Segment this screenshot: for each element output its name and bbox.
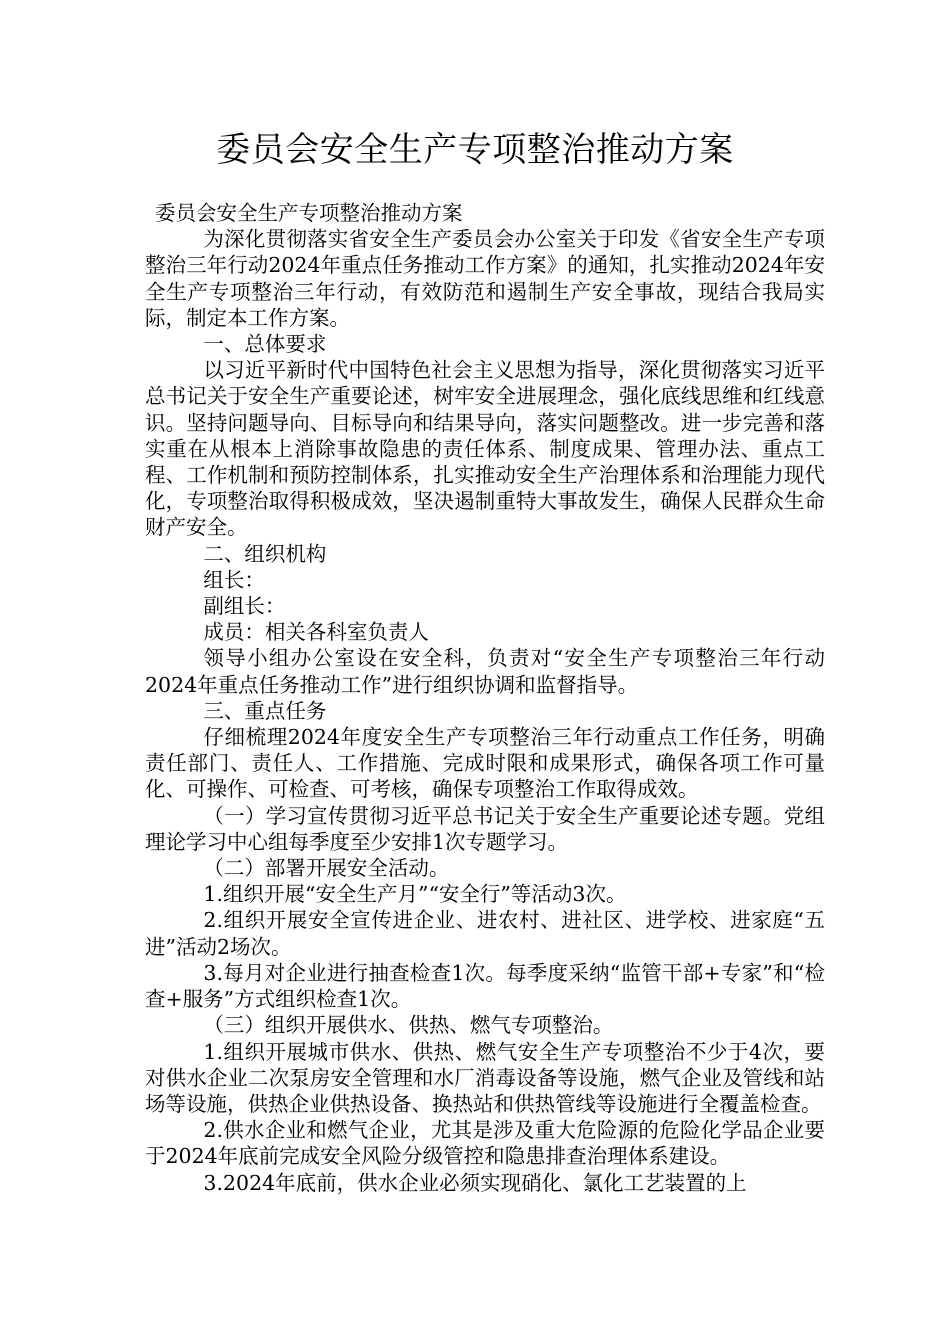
task-item-2: （二）部署开展安全活动。 bbox=[203, 856, 450, 881]
task-item-3-1: 1.组织开展城市供水、供热、燃气安全生产专项整治不少于4次，要对供水企业二次泵房安全管理和水厂消毒设备等设施，燃气企业及管线和站场等设施，供热企业供热设备、换热站和供热管线等设施进行全覆盖检查。 bbox=[145, 1039, 825, 1116]
section-heading-organization: 二、组织机构 bbox=[203, 541, 327, 566]
team-leader-line: 组长： bbox=[203, 567, 265, 592]
paragraph-intro: 为深化贯彻落实省安全生产委员会办公室关于印发《省安全生产专项整治三年行动2024年重点任务推动工作方案》的通知，扎实推动2024年安全生产专项整治三年行动，有效防范和遏制生产安全事故，现结合我局实际，制定本工作方案。 bbox=[145, 227, 825, 330]
document-body bbox=[145, 200, 825, 1196]
paragraph-key-tasks: 仔细梳理2024年度安全生产专项整治三年行动重点工作任务，明确责任部门、责任人、工作措施、完成时限和成果形式，确保各项工作可量化、可操作、可检查、可考核，确保专项整治工作取得成效。 bbox=[145, 725, 825, 802]
members-line: 成员：相关各科室负责人 bbox=[203, 620, 429, 645]
task-item-3-3: 3.2024年底前，供水企业必须实现硝化、氯化工艺装置的上 bbox=[203, 1170, 747, 1195]
document-title: 委员会安全生产专项整治推动方案 bbox=[216, 130, 734, 170]
task-item-1: （一）学习宣传贯彻习近平总书记关于安全生产重要论述专题。党组理论学习中心组每季度至少安排1次专题学习。 bbox=[145, 803, 825, 854]
paragraph-office: 领导小组办公室设在安全科，负责对“安全生产专项整治三年行动2024年重点任务推动工作”进行组织协调和监督指导。 bbox=[145, 646, 825, 697]
task-item-2-3: 3.每月对企业进行抽查检查1次。每季度采纳“监管干部+专家”和“检查+服务”方式组织检查1次。 bbox=[145, 960, 825, 1012]
deputy-leader-line: 副组长： bbox=[203, 594, 286, 619]
task-item-2-2: 2.组织开展安全宣传进企业、进农村、进社区、进学校、进家庭“五进”活动2场次。 bbox=[145, 908, 825, 959]
document-subtitle: 委员会安全生产专项整治推动方案 bbox=[155, 201, 463, 225]
section-heading-key-tasks: 三、重点任务 bbox=[203, 698, 327, 723]
task-item-3-2: 2.供水企业和燃气企业，尤其是涉及重大危险源的危险化学品企业要于2024年底前完成安全风险分级管控和隐患排查治理体系建设。 bbox=[145, 1118, 825, 1169]
paragraph-general-requirements: 以习近平新时代中国特色社会主义思想为指导，深化贯彻落实习近平总书记关于安全生产重要论述，树牢安全进展理念，强化底线思维和红线意识。坚持问题导向、目标导向和结果导向，落实问题整改。进一步完善和落实重在从根本上消除事故隐患的责任体系、制度成果、管理办法、重点工程、工作机制和预防控制体系，扎实推动安全生产治理体系和治理能力现代化，专项整治取得积极成效，坚决遏制重特大事故发生，确保人民群众生命财产安全。 bbox=[145, 358, 825, 540]
task-item-3: （三）组织开展供水、供热、燃气专项整治。 bbox=[203, 1013, 614, 1038]
task-item-2-1: 1.组织开展“安全生产月”“安全行”等活动3次。 bbox=[203, 882, 627, 907]
section-heading-general-requirements: 一、总体要求 bbox=[203, 332, 327, 357]
